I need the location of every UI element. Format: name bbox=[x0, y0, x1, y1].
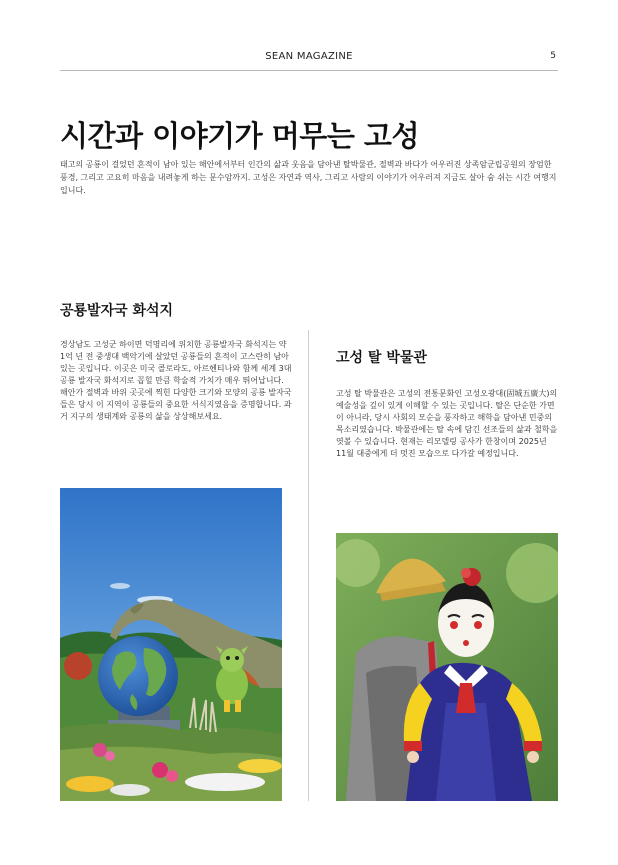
intro-paragraph: 태고의 공룡이 걸었던 흔적이 남아 있는 해안에서부터 인간의 삶과 웃음을 담아낸 탈박물관, 절벽과 바다가 어우러진 상족암군립공원의 장엄한 풍경, 그리고 고요히 마음을 내려놓게 하는 문수암까지. 고성은 자연과 역사, 그리고 사람의 이야기가 어우러져 지금도 살아 숨 쉬는 시간 여행지입니다. bbox=[60, 160, 557, 195]
mask-dancer-photo bbox=[336, 533, 558, 801]
running-header bbox=[60, 48, 558, 71]
fossil-site-body: 경상남도 고성군 하이면 덕명리에 위치한 공룡발자국 화석지는 약 1억 년 전 중생대 백악기에 살았던 공룡들의 흔적이 고스란히 남아 있는 곳입니다. 이곳은 미국 콜로라도, 아르헨티나와 함께 세계 3대 공룡 발자국 화석지로 꼽힐 만큼 학술적 가치가 매우 뛰어납니다. 해안가 절벽과 바위 곳곳에 찍힌 다양한 크기와 모양의 공룡 발자국들은 당시 이 지역이 공룡들의 중요한 서식지였음을 증명합니다. 과거 지구의 생태계와 공룡의 삶을 상상해보세요. bbox=[60, 340, 292, 421]
page-number: 5 bbox=[550, 51, 556, 61]
mask-museum-body: 고성 탈 박물관은 고성의 전통문화인 고성오광대(固城五廣大)의 예술성을 깊이 있게 이해할 수 있는 곳입니다. 탈은 단순한 가면이 아니라, 당시 사회의 모순을 풍자하고 해학을 담아낸 민중의 목소리였습니다. 박물관에는 탈 속에 담긴 선조들의 삶과 철학을 엿볼 수 있습니다. 현재는 리모델링 공사가 한창이며 2025년 11월 대중에게 더 멋진 모습으로 다가갈 예정입니다. bbox=[336, 389, 558, 458]
dinosaur-park-photo bbox=[60, 488, 282, 801]
page-title: 시간과 이야기가 머무는 고성 bbox=[60, 119, 419, 153]
magazine-name: SEAN MAGAZINE bbox=[265, 51, 353, 62]
fossil-site-heading: 공룡발자국 화석지 bbox=[60, 303, 174, 319]
mask-museum-heading: 고성 탈 박물관 bbox=[336, 350, 427, 366]
column-divider bbox=[308, 330, 309, 801]
